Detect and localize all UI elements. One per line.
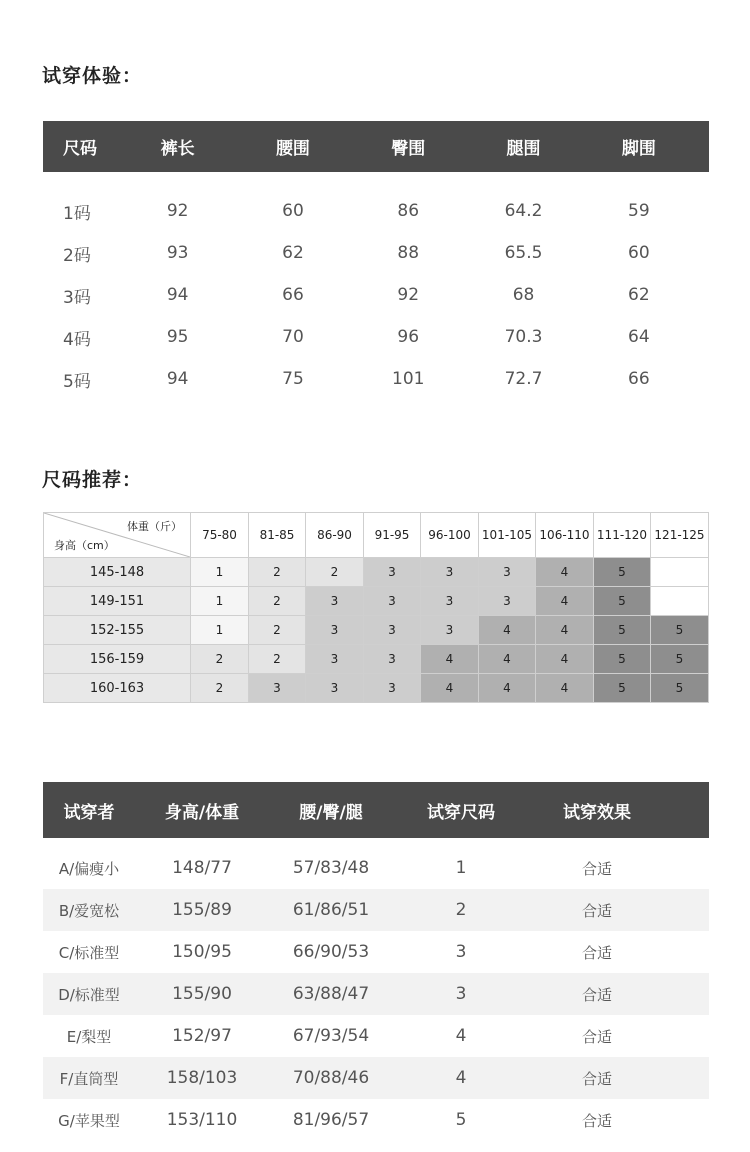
tryon-table-row (43, 931, 709, 973)
size-table (43, 121, 709, 400)
tryon-table-row (43, 847, 709, 889)
size-cell: 95 (166, 327, 189, 347)
size-cell: 93 (166, 243, 189, 263)
recommend-size-cell: 5 (594, 645, 651, 674)
tryon-table (43, 782, 709, 1141)
size-cell: 2码 (63, 245, 91, 266)
tryon-cell: 合适 (581, 1111, 612, 1130)
tryon-cell: 1 (455, 858, 467, 878)
recommend-table (43, 512, 709, 703)
weight-range-header: 75-80 (191, 513, 249, 558)
recommend-size-cell: 4 (536, 558, 594, 587)
recommend-size-cell: 3 (306, 616, 364, 645)
height-range-label: 145-148 (44, 558, 191, 587)
header-thigh: 腿围 (506, 139, 541, 159)
recommend-size-cell: 3 (306, 674, 364, 703)
recommend-section-title: 尺码推荐： (42, 469, 143, 491)
tryon-cell: 148/77 (172, 858, 232, 878)
header-height-weight: 身高/体重 (164, 802, 240, 823)
recommend-size-cell: 5 (594, 674, 651, 703)
recommend-size-cell: 3 (364, 558, 421, 587)
tryon-cell: 4 (455, 1026, 467, 1046)
tryon-cell: 合适 (581, 859, 612, 878)
recommend-size-cell: 3 (306, 587, 364, 616)
tryon-table-header (43, 782, 709, 838)
recommend-size-cell: 3 (364, 616, 421, 645)
tryon-cell: 150/95 (172, 942, 232, 962)
weight-range-header: 111-120 (594, 513, 651, 558)
recommend-size-cell: 3 (479, 558, 536, 587)
recommend-size-cell: 3 (364, 587, 421, 616)
tryon-cell: 3 (455, 942, 467, 962)
size-table-header (43, 121, 709, 172)
tryon-cell: 63/88/47 (292, 984, 370, 1004)
recommend-size-cell: 4 (536, 674, 594, 703)
size-cell: 70 (282, 327, 304, 347)
recommend-row (44, 558, 709, 587)
recommend-size-cell: 3 (479, 587, 536, 616)
size-cell: 70.3 (504, 327, 543, 347)
size-cell: 65.5 (504, 243, 543, 263)
size-cell: 94 (166, 285, 189, 305)
recommend-size-cell: 4 (536, 587, 594, 616)
height-range-label: 149-151 (44, 587, 191, 616)
size-cell: 86 (397, 201, 420, 221)
recommend-size-cell: 2 (191, 674, 249, 703)
tryon-cell: 67/93/54 (292, 1026, 370, 1046)
tryon-cell: B/爱宽松 (58, 901, 120, 920)
tryon-table-row (43, 1057, 709, 1099)
header-size: 尺码 (63, 139, 97, 159)
tryon-cell: 155/89 (172, 900, 232, 920)
tryon-cell: 155/90 (172, 984, 232, 1004)
size-cell: 59 (628, 201, 650, 221)
size-cell: 88 (397, 243, 420, 263)
recommend-corner-cell (44, 513, 191, 558)
size-cell: 68 (512, 285, 535, 305)
recommend-size-cell: 5 (594, 587, 651, 616)
recommend-row (44, 587, 709, 616)
tryon-table-row (43, 1015, 709, 1057)
tryon-table-body (43, 838, 709, 1141)
size-cell: 60 (628, 243, 650, 263)
header-hip: 臀围 (391, 139, 426, 159)
tryon-cell: 合适 (581, 1027, 612, 1046)
recommend-size-cell: 4 (479, 616, 536, 645)
size-table-row (43, 274, 709, 316)
header-tried-size: 试穿尺码 (427, 802, 495, 823)
tryon-cell: 3 (455, 984, 467, 1004)
recommend-size-cell: 4 (479, 674, 536, 703)
tryon-cell: G/苹果型 (58, 1111, 120, 1130)
recommend-size-cell: 4 (421, 674, 479, 703)
tryon-cell: 合适 (581, 943, 612, 962)
recommend-row (44, 645, 709, 674)
size-cell: 64 (628, 327, 650, 347)
header-fit-result: 试穿效果 (563, 802, 631, 823)
header-hem: 脚围 (621, 139, 656, 159)
recommend-size-cell: 2 (249, 587, 306, 616)
size-table-row (43, 316, 709, 358)
recommend-size-cell (651, 587, 709, 616)
size-table-row (43, 358, 709, 400)
weight-axis-label: 体重（斤） (127, 520, 182, 533)
tryon-cell: 5 (455, 1110, 467, 1130)
tryon-cell: C/标准型 (58, 943, 120, 962)
recommend-size-cell: 3 (364, 674, 421, 703)
tryon-cell: 66/90/53 (292, 942, 370, 962)
size-cell: 62 (628, 285, 650, 305)
weight-range-header: 96-100 (421, 513, 479, 558)
size-table-row (43, 190, 709, 232)
recommend-size-cell: 2 (191, 645, 249, 674)
recommend-size-cell: 5 (651, 616, 709, 645)
tryon-cell: 57/83/48 (292, 858, 370, 878)
recommend-size-cell: 4 (479, 645, 536, 674)
tryon-table-row (43, 1099, 709, 1141)
recommend-size-cell: 3 (306, 645, 364, 674)
tryon-cell: F/直筒型 (59, 1069, 119, 1088)
recommend-size-cell: 3 (364, 645, 421, 674)
recommend-size-cell: 5 (594, 558, 651, 587)
header-measurements: 腰/臀/腿 (299, 802, 363, 823)
recommend-size-cell: 5 (594, 616, 651, 645)
size-cell: 92 (397, 285, 420, 305)
weight-range-header: 101-105 (479, 513, 536, 558)
size-table-row (43, 232, 709, 274)
tryon-cell: 153/110 (166, 1110, 238, 1130)
height-axis-label: 身高（cm） (54, 539, 115, 552)
recommend-size-cell: 1 (191, 558, 249, 587)
recommend-size-cell: 5 (651, 674, 709, 703)
recommend-size-cell: 2 (249, 645, 306, 674)
tryon-cell: 81/96/57 (292, 1110, 370, 1130)
recommend-size-cell: 3 (421, 587, 479, 616)
size-cell: 101 (392, 369, 425, 389)
size-cell: 72.7 (504, 369, 543, 389)
size-cell: 4码 (63, 329, 91, 350)
recommend-size-cell: 3 (421, 616, 479, 645)
tryon-cell: 合适 (581, 1069, 612, 1088)
tryon-cell: 158/103 (166, 1068, 238, 1088)
size-cell: 5码 (63, 371, 91, 392)
tryon-table-row (43, 973, 709, 1015)
height-range-label: 160-163 (44, 674, 191, 703)
recommend-size-cell: 1 (191, 616, 249, 645)
tryon-cell: 61/86/51 (292, 900, 370, 920)
recommend-row (44, 674, 709, 703)
tryon-cell: 2 (455, 900, 467, 920)
recommend-size-cell: 4 (421, 645, 479, 674)
height-range-label: 152-155 (44, 616, 191, 645)
size-table-body (43, 172, 709, 400)
recommend-row (44, 616, 709, 645)
tryon-cell: 合适 (581, 985, 612, 1004)
weight-range-header: 91-95 (364, 513, 421, 558)
height-range-label: 156-159 (44, 645, 191, 674)
header-waist: 腰围 (275, 139, 310, 159)
tryon-table-row (43, 889, 709, 931)
size-cell: 92 (166, 201, 189, 221)
header-length: 裤长 (160, 139, 195, 159)
recommend-size-cell: 2 (306, 558, 364, 587)
size-cell: 64.2 (504, 201, 543, 221)
tryon-cell: 70/88/46 (292, 1068, 370, 1088)
tryon-cell: 合适 (581, 901, 612, 920)
header-tester: 试穿者 (63, 802, 115, 823)
tryon-cell: E/梨型 (66, 1027, 112, 1046)
recommend-size-cell: 5 (651, 645, 709, 674)
recommend-size-cell: 2 (249, 616, 306, 645)
size-cell: 94 (166, 369, 189, 389)
recommend-size-cell: 3 (421, 558, 479, 587)
size-cell: 3码 (63, 287, 91, 308)
size-cell: 66 (628, 369, 650, 389)
tryon-cell: A/偏瘦小 (58, 859, 120, 878)
recommend-size-cell: 1 (191, 587, 249, 616)
recommend-size-cell: 2 (249, 558, 306, 587)
recommend-size-cell: 3 (249, 674, 306, 703)
recommend-size-cell (651, 558, 709, 587)
tryon-cell: 152/97 (172, 1026, 232, 1046)
size-cell: 96 (397, 327, 420, 347)
size-cell: 1码 (63, 203, 91, 224)
weight-range-header: 81-85 (249, 513, 306, 558)
weight-range-header: 86-90 (306, 513, 364, 558)
size-cell: 62 (282, 243, 304, 263)
size-cell: 66 (282, 285, 304, 305)
tryon-cell: 4 (455, 1068, 467, 1088)
size-cell: 75 (282, 369, 304, 389)
weight-range-header: 106-110 (536, 513, 594, 558)
recommend-size-cell: 4 (536, 645, 594, 674)
weight-range-header: 121-125 (651, 513, 709, 558)
recommend-size-cell: 4 (536, 616, 594, 645)
size-cell: 60 (282, 201, 304, 221)
size-section-title: 试穿体验： (42, 65, 143, 87)
tryon-cell: D/标准型 (58, 985, 120, 1004)
